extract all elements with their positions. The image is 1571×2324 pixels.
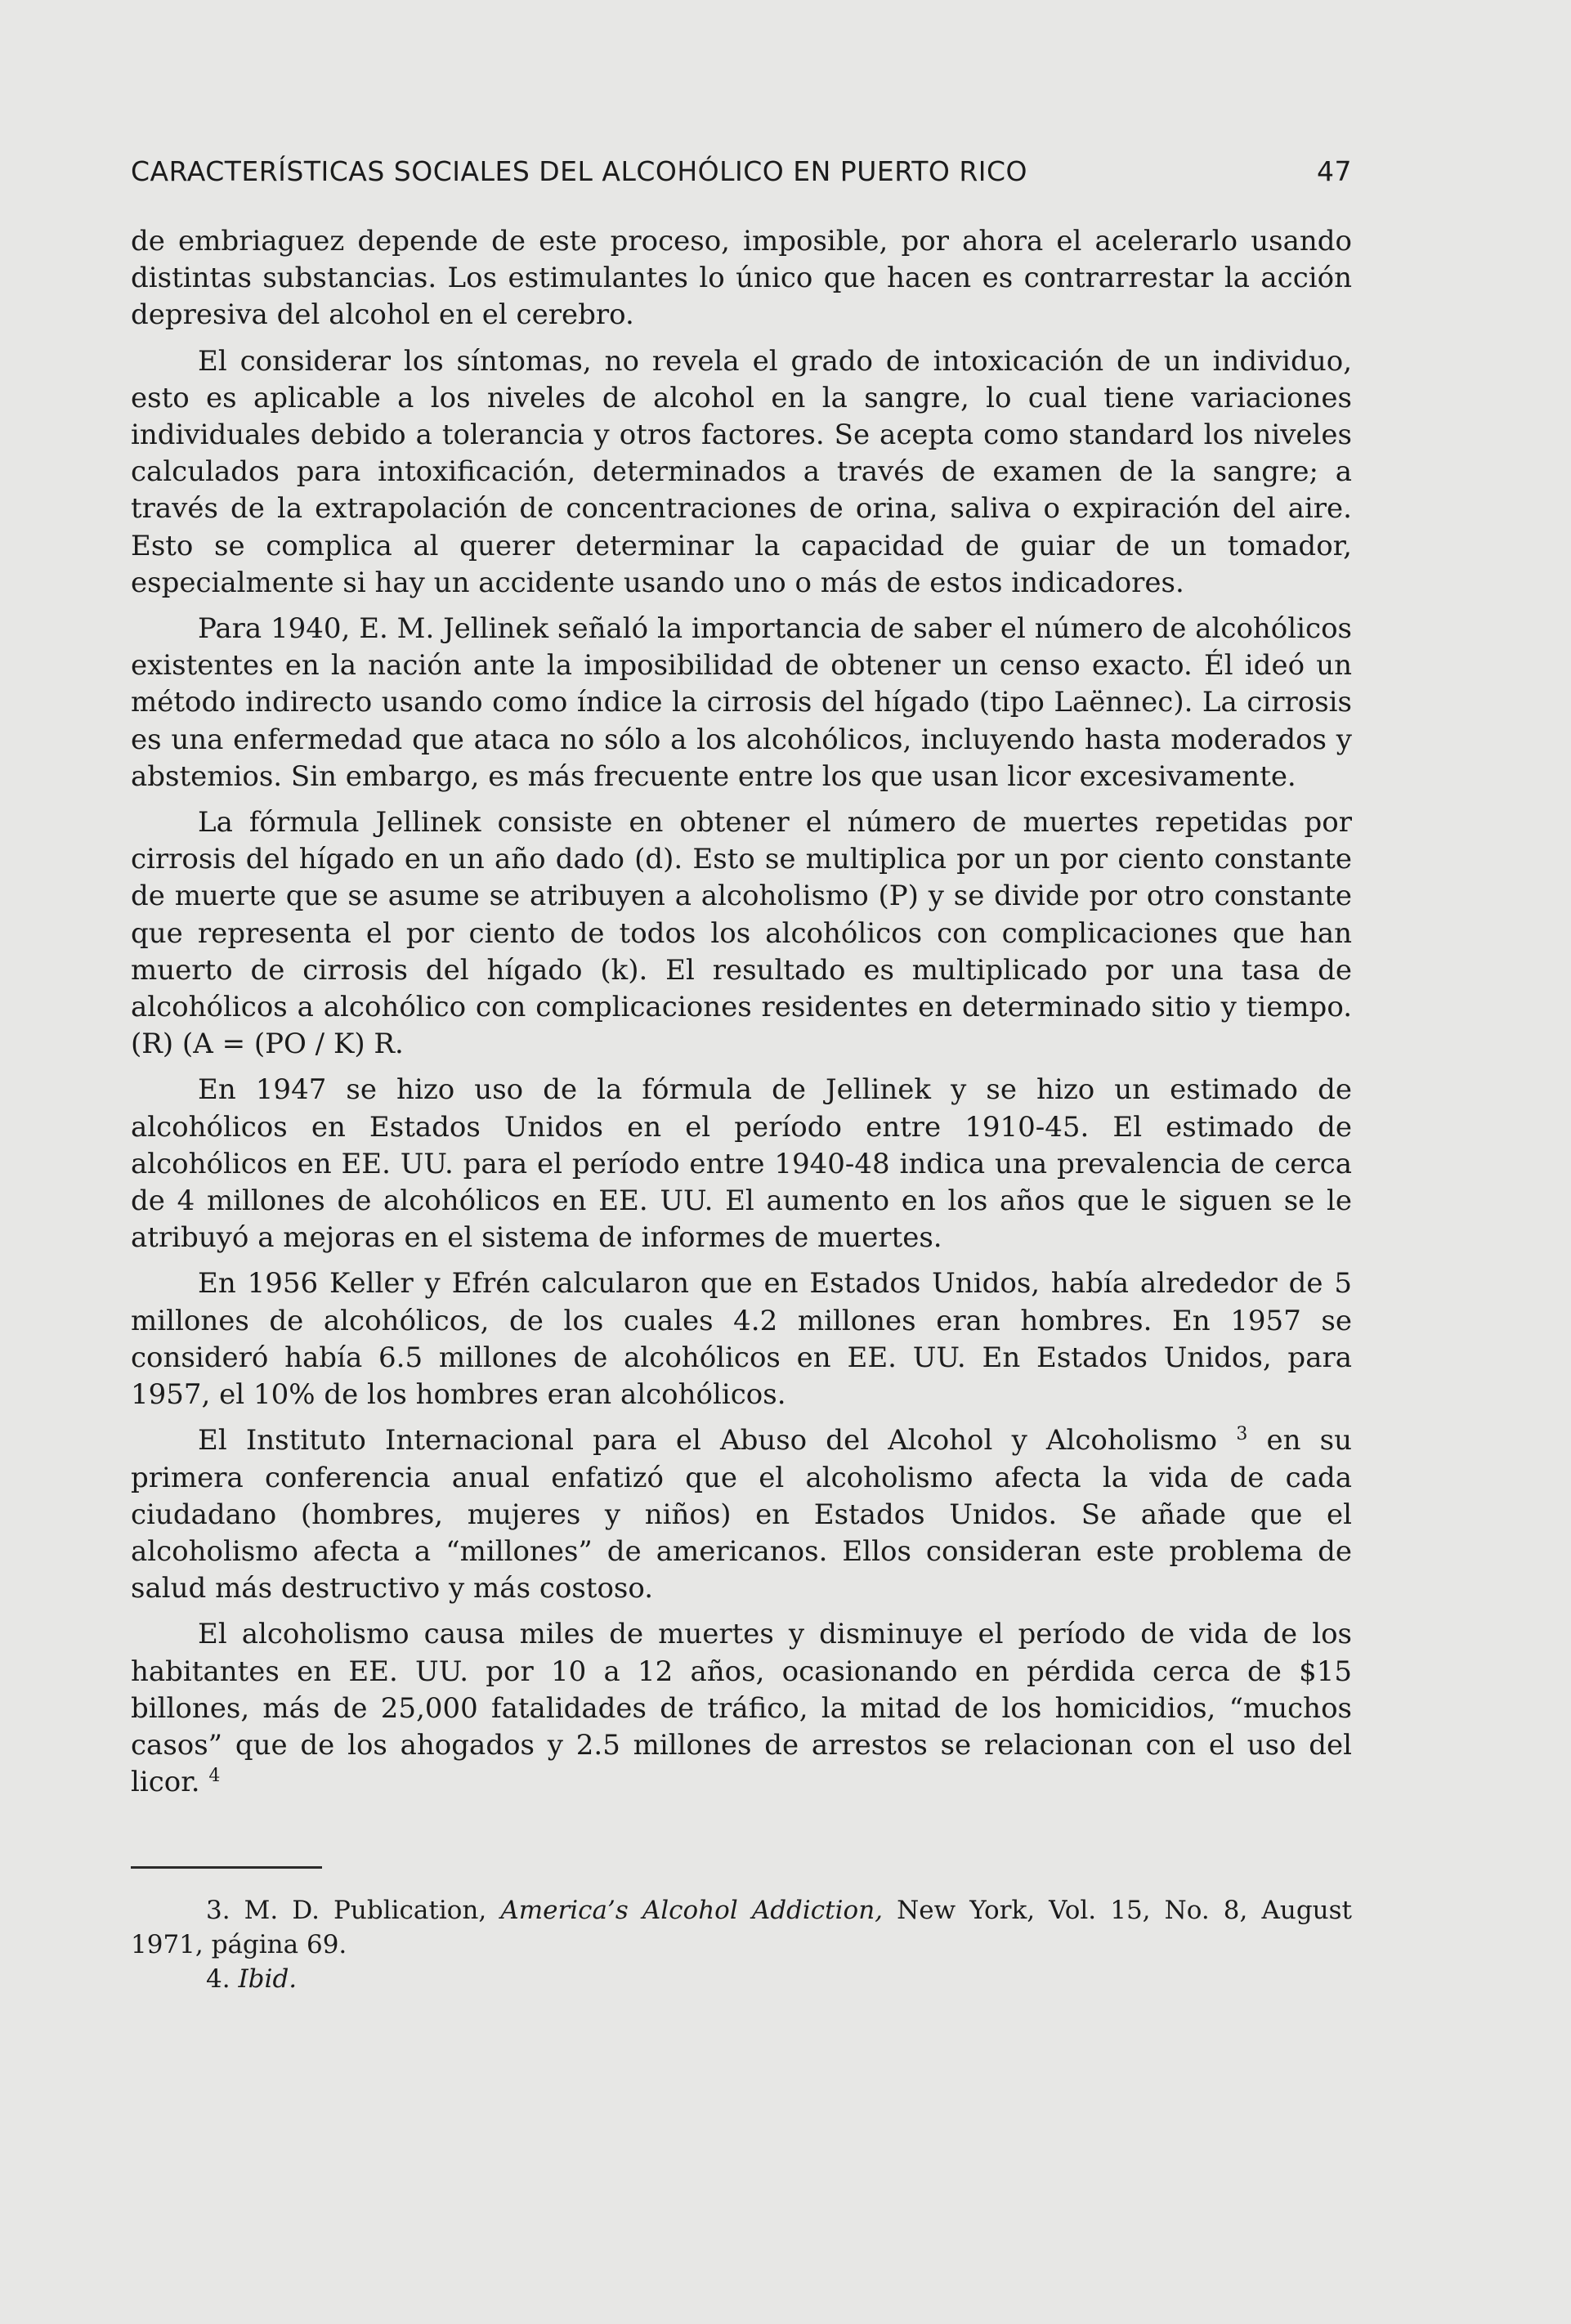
footnote-3-title: America’s Alcohol Addiction, xyxy=(500,1896,884,1926)
paragraph-6: En 1956 Keller y Efrén calcularon que en Estados Unidos, había alrededor de 5 millones de alcohólicos, de los cuales 4.2 millones eran hombres. En 1957 se consideró había 6.5 millones de alcohólicos en EE. UU. En Estados Unidos, para 1957, el 10% de los hombres eran alcohólicos. xyxy=(131,1267,1352,1412)
footnote-ref-3: 3 xyxy=(1236,1424,1248,1445)
footnote-3-number: 3. xyxy=(206,1896,231,1926)
paragraph-7 xyxy=(131,1422,1352,1607)
paragraph-7-text: El Instituto Internacional para el Abuso del Alcohol y Alcoholismo xyxy=(198,1424,1218,1458)
paragraph-8 xyxy=(131,1616,1352,1801)
footnote-3-post: New York, Vol. 15, No. 8, August 1971, página 69. xyxy=(131,1896,1352,1960)
footnote-ref-4: 4 xyxy=(208,1766,221,1787)
paragraph-3: Para 1940, E. M. Jellinek señaló la importancia de saber el número de alcohólicos existentes en la nación ante la imposibilidad de obtener un censo exacto. Él ideó un método indirecto usando como índice la cirrosis del hígado (tipo Laënnec). La cirrosis es una enfermedad que ataca no sólo a los alcohólicos, incluyendo hasta moderados y abstemios. Sin embargo, es más frecuente entre los que usan licor excesivamente. xyxy=(131,612,1352,793)
footnote-4-number: 4. xyxy=(206,1964,231,1995)
paragraph-2: El considerar los síntomas, no revela el grado de intoxicación de un individuo, esto es aplicable a los niveles de alcohol en la sangre, lo cual tiene variaciones individuales debido a tolerancia y otros factores. Se acepta como standard los niveles calculados para intoxificación, determinados a través de examen de la sangre; a través de la extrapolación de concentraciones de orina, saliva o expiración del aire. Esto se complica al querer determinar la capacidad de guiar de un tomador, especialmente si hay un accidente usando uno o más de estos indicadores. xyxy=(131,344,1352,599)
footnote-3-pre: M. D. Publication, xyxy=(230,1896,501,1926)
footnote-divider xyxy=(131,1866,322,1869)
paragraph-7-rest: en su primera conferencia anual enfatizó que el alcoholismo afecta la vida de cada ciudadano (hombres, mujeres y niños) en Estados Unidos. Se añade que el alcoholismo afecta a “millones” de americanos. Ellos consideran este problema de salud más destructivo y más costoso. xyxy=(131,1424,1353,1605)
running-title: CARACTERÍSTICAS SOCIALES DEL ALCOHÓLICO EN PUERTO RICO xyxy=(131,155,1028,187)
footnote-3 xyxy=(131,1893,1352,1962)
document-page xyxy=(131,155,1352,1996)
footnote-4-title: Ibid. xyxy=(238,1964,298,1995)
footnote-4 xyxy=(131,1962,1352,1996)
page-number: 47 xyxy=(1317,155,1352,187)
footnotes xyxy=(131,1893,1352,1996)
paragraph-8-text: El alcoholismo causa miles de muertes y disminuye el período de vida de los habitantes en EE. UU. por 10 a 12 años, ocasionando en pérdida cerca de $15 billones, más de 25,000 fatalidades de tráfico, la mitad de los homicidios, “muchos casos” que de los ahogados y 2.5 millones de arrestos se relacionan con el uso del licor. xyxy=(131,1618,1352,1799)
paragraph-1: de embriaguez depende de este proceso, imposible, por ahora el acelerarlo usando distintas substancias. Los estimulantes lo único que hacen es contrarrestar la acción depresiva del alcohol en el cerebro. xyxy=(131,225,1352,332)
paragraph-5: En 1947 se hizo uso de la fórmula de Jellinek y se hizo un estimado de alcohólicos en Estados Unidos en el período entre 1910-45. El estimado de alcohólicos en EE. UU. para el período entre 1940-48 indica una prevalencia de cerca de 4 millones de alcohólicos en EE. UU. El aumento en los años que le siguen se le atribuyó a mejoras en el sistema de informes de muertes. xyxy=(131,1073,1352,1255)
body-text xyxy=(131,223,1352,1801)
running-header xyxy=(131,155,1352,187)
paragraph-4: La fórmula Jellinek consiste en obtener el número de muertes repetidas por cirrosis del hígado en un año dado (d). Esto se multiplica por un por ciento constante de muerte que se asume se atribuyen a alcoholismo (P) y se divide por otro constante que representa el por ciento de todos los alcohólicos con complicaciones que han muerto de cirrosis del hígado (k). El resultado es multiplicado por una tasa de alcohólicos a alcohólico con complicaciones residentes en determinado sitio y tiempo. (R) (A = (PO / K) R. xyxy=(131,806,1352,1061)
